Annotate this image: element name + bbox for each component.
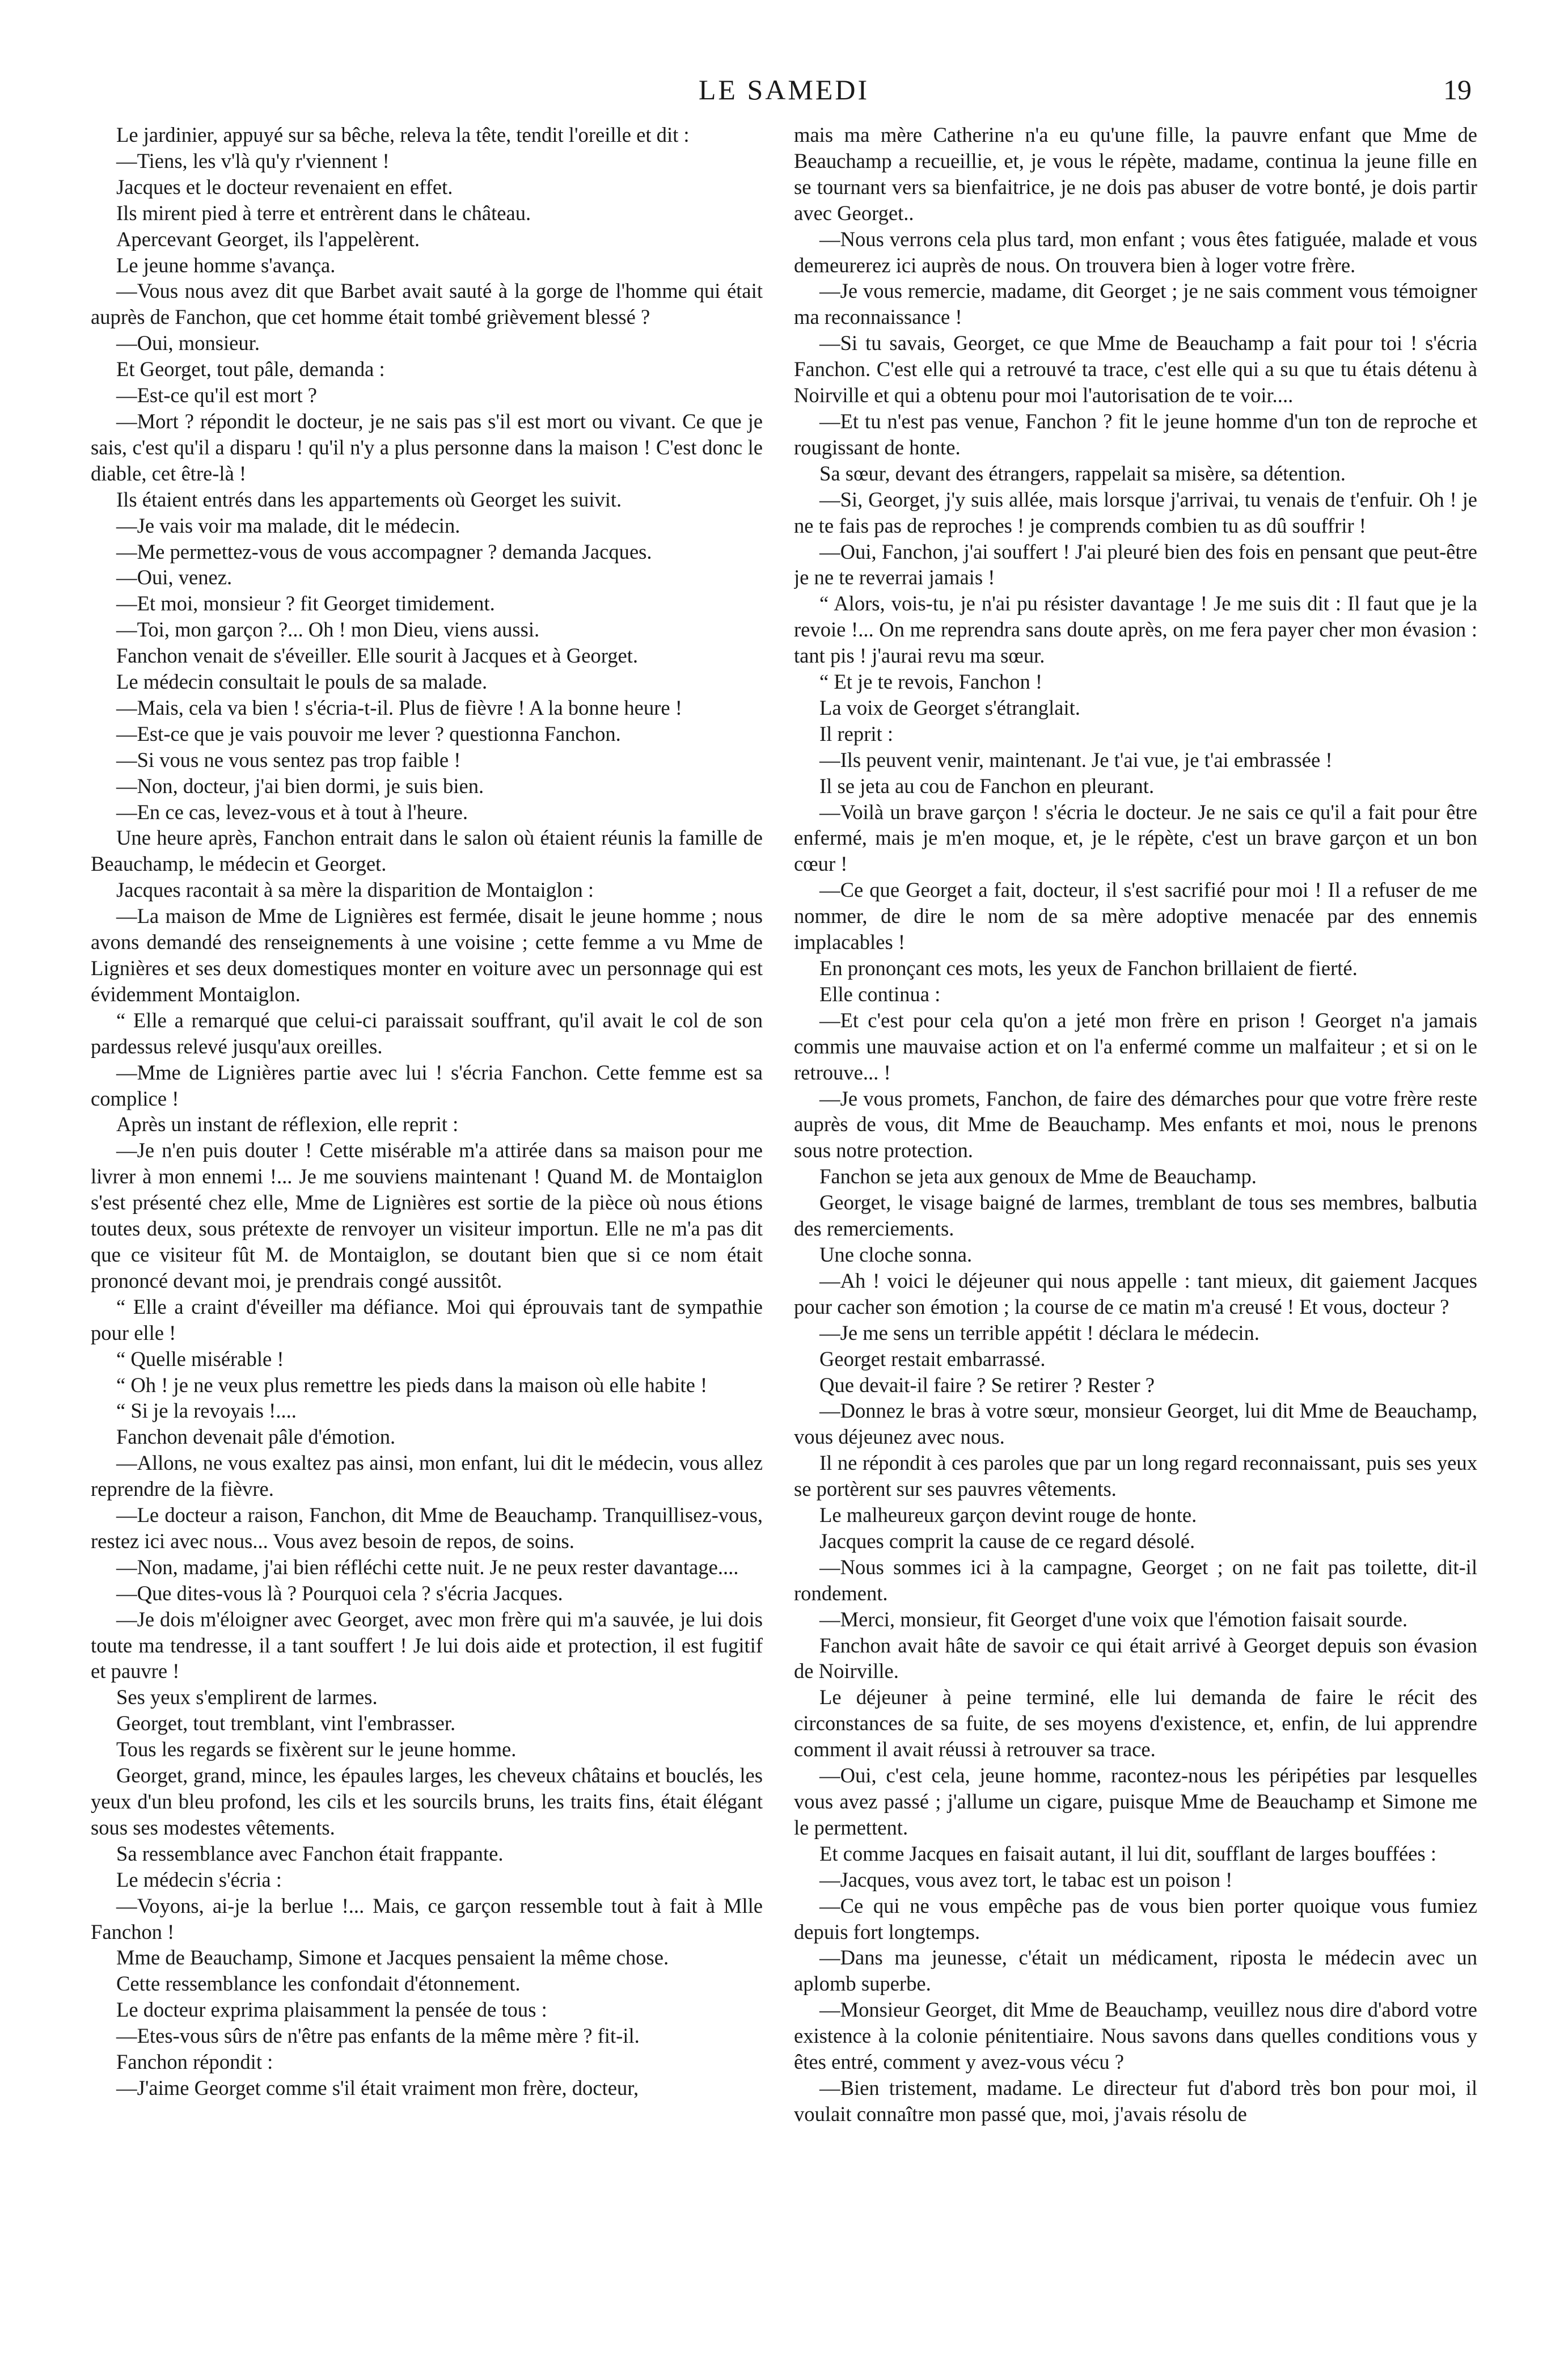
paragraph: Jacques comprit la cause de ce regard désolé. <box>819 1529 1195 1553</box>
paragraph: —Je me sens un terrible appétit ! déclara le médecin. <box>819 1321 1260 1344</box>
paragraph: —Oui, monsieur. <box>116 331 260 355</box>
paragraph: Georget, le visage baigné de larmes, tremblant de tous ses membres, balbutia des remerciements. <box>794 1191 1477 1241</box>
paragraph: Georget, tout tremblant, vint l'embrasser. <box>116 1711 456 1735</box>
paragraph: Mme de Beauchamp, Simone et Jacques pensaient la même chose. <box>116 1946 669 1970</box>
paragraph: Fanchon devenait pâle d'émotion. <box>116 1425 396 1449</box>
paragraph: —Je vous remercie, madame, dit Georget ; je ne sais comment vous témoigner ma reconnaissance ! <box>794 279 1477 329</box>
paragraph: Tous les regards se fixèrent sur le jeune homme. <box>116 1738 517 1761</box>
paragraph: —Est-ce qu'il est mort ? <box>116 383 317 407</box>
paragraph: Elle continua : <box>819 982 941 1006</box>
paragraph: —Merci, monsieur, fit Georget d'une voix que l'émotion faisait sourde. <box>819 1607 1408 1631</box>
paragraph: “ Quelle misérable ! <box>116 1347 284 1371</box>
paragraph: Jacques et le docteur revenaient en effet. <box>116 175 453 199</box>
paragraph: —Mme de Lignières partie avec lui ! s'écria Fanchon. Cette femme est sa complice ! <box>91 1060 763 1110</box>
paragraph: Il ne répondit à ces paroles que par un long regard reconnaissant, puis ses yeux se portèrent sur ses pauvres vêtements. <box>794 1451 1477 1501</box>
paragraph: —Si tu savais, Georget, ce que Mme de Beauchamp a fait pour toi ! s'écria Fanchon. C'est elle qui a retrouvé ta trace, c'est elle qui a su que tu étais détenu à Noirville et qui a obtenu pour moi l'autorisation de te voir.... <box>794 331 1477 407</box>
paragraph: Fanchon venait de s'éveiller. Elle sourit à Jacques et à Georget. <box>116 644 639 668</box>
paragraph: mais ma mère Catherine n'a eu qu'une fille, la pauvre enfant que Mme de Beauchamp a recueillie, et, je vous le répète, madame, continua la jeune fille en se tournant vers sa bienfaitrice, je ne dois pas abuser de votre bonté, je dois partir avec Georget.. <box>794 123 1477 225</box>
paragraph: —Non, madame, j'ai bien réfléchi cette nuit. Je ne peux rester davantage.... <box>116 1555 739 1579</box>
paragraph: —Me permettez-vous de vous accompagner ? demanda Jacques. <box>116 539 652 563</box>
paragraph: Cette ressemblance les confondait d'étonnement. <box>116 1972 521 1996</box>
paragraph: Une heure après, Fanchon entrait dans le salon où étaient réunis la famille de Beauchamp, le médecin et Georget. <box>91 826 763 876</box>
paragraph: —Tiens, les v'là qu'y r'viennent ! <box>116 149 390 172</box>
paragraph: Que devait-il faire ? Se retirer ? Rester ? <box>819 1373 1155 1397</box>
paragraph: —Si vous ne vous sentez pas trop faible ! <box>116 748 461 771</box>
paragraph: Le médecin consultait le pouls de sa malade. <box>116 670 488 694</box>
paragraph: —Je vais voir ma malade, dit le médecin. <box>116 513 460 537</box>
paragraph: En prononçant ces mots, les yeux de Fanchon brillaient de fierté. <box>819 956 1358 980</box>
paragraph: Le jeune homme s'avança. <box>116 253 336 277</box>
paragraph: —Oui, venez. <box>116 566 233 589</box>
paragraph: Une cloche sonna. <box>819 1242 973 1266</box>
paragraph: “ Elle a craint d'éveiller ma défiance. Moi qui éprouvais tant de sympathie pour elle ! <box>91 1295 763 1344</box>
paragraph: —Le docteur a raison, Fanchon, dit Mme de Beauchamp. Tranquillisez-vous, restez ici avec nous... Vous avez besoin de repos, de soins. <box>91 1503 763 1553</box>
paragraph: —Mort ? répondit le docteur, je ne sais pas s'il est mort ou vivant. Ce que je sais, c'est qu'il a disparu ! qu'il n'y a plus personne dans la maison ! C'est donc le diable, cet être-là ! <box>91 409 763 485</box>
paragraph: Le déjeuner à peine terminé, elle lui demanda de faire le récit des circonstances de sa fuite, de ses moyens d'existence, et, enfin, de lui apprendre comment il avait réussi à retrouver sa trace. <box>794 1685 1477 1761</box>
paragraph: —Nous verrons cela plus tard, mon enfant ; vous êtes fatiguée, malade et vous demeurerez ici auprès de nous. On trouvera bien à loger votre frère. <box>794 227 1477 277</box>
paragraph: Ils mirent pied à terre et entrèrent dans le château. <box>116 201 531 225</box>
paragraph: Fanchon répondit : <box>116 2050 273 2074</box>
paragraph: Fanchon avait hâte de savoir ce qui était arrivé à Georget depuis son évasion de Noirville. <box>794 1633 1477 1683</box>
paragraph: Il reprit : <box>819 722 894 745</box>
paragraph: Le malheureux garçon devint rouge de honte. <box>819 1503 1197 1527</box>
paragraph: —La maison de Mme de Lignières est fermée, disait le jeune homme ; nous avons demandé des renseignements à une voisine ; cette femme a vu Mme de Lignières et ses deux domestiques monter en voiture avec un personnage qui est évidemment Montaiglon. <box>91 904 763 1006</box>
paragraph: —Donnez le bras à votre sœur, monsieur Georget, lui dit Mme de Beauchamp, vous déjeunez avec nous. <box>794 1399 1477 1449</box>
right-column <box>794 122 1477 2317</box>
paragraph: Apercevant Georget, ils l'appelèrent. <box>116 227 420 251</box>
paragraph: —Mais, cela va bien ! s'écria-t-il. Plus de fièvre ! A la bonne heure ! <box>116 695 682 719</box>
paragraph: “ Et je te revois, Fanchon ! <box>819 670 1043 694</box>
paragraph: La voix de Georget s'étranglait. <box>819 695 1080 719</box>
paragraph: —Vous nous avez dit que Barbet avait sauté à la gorge de l'homme qui était auprès de Fanchon, que cet homme était tombé grièvement blessé ? <box>91 279 763 329</box>
magazine-title: LE SAMEDI <box>698 74 870 106</box>
page-number: 19 <box>1443 74 1472 106</box>
paragraph: Sa ressemblance avec Fanchon était frappante. <box>116 1841 504 1865</box>
paragraph: —Toi, mon garçon ?... Oh ! mon Dieu, viens aussi. <box>116 618 540 642</box>
paragraph: —Je n'en puis douter ! Cette misérable m'a attirée dans sa maison pour me livrer à mon ennemi !... Je me souviens maintenant ! Quand M. de Montaiglon s'est présenté chez elle, Mme de Lignières est sortie de la pièce où nous étions toutes deux, sous prétexte de renvoyer un visiteur importun. Elle ne m'a pas dit que ce visiteur fût M. de Montaiglon, se doutant bien que si ce nom était prononcé devant moi, je prendrais congé aussitôt. <box>91 1139 763 1292</box>
paragraph: —Ce que Georget a fait, docteur, il s'est sacrifié pour moi ! Il a refuser de me nommer, de dire le nom de sa mère adoptive menacée par des ennemis implacables ! <box>794 878 1477 954</box>
paragraph: —Monsieur Georget, dit Mme de Beauchamp, veuillez nous dire d'abord votre existence à la colonie pénitentiaire. Nous savons dans quelles conditions vous y êtes entré, comment y avez-vous vécu ? <box>794 1998 1477 2074</box>
paragraph: —Non, docteur, j'ai bien dormi, je suis bien. <box>116 774 484 798</box>
paragraph: —Est-ce que je vais pouvoir me lever ? questionna Fanchon. <box>116 722 621 745</box>
paragraph: —Et moi, monsieur ? fit Georget timidement. <box>116 592 495 615</box>
paragraph: —J'aime Georget comme s'il était vraiment mon frère, docteur, <box>116 2076 639 2099</box>
paragraph: —En ce cas, levez-vous et à tout à l'heure. <box>116 800 468 824</box>
paragraph: —Ce qui ne vous empêche pas de vous bien porter quoique vous fumiez depuis fort longtemps. <box>794 1894 1477 1943</box>
paragraph: Georget, grand, mince, les épaules larges, les cheveux châtains et bouclés, les yeux d'un bleu profond, les cils et les sourcils bruns, les traits fins, était élégant sous ses modestes vêtements. <box>91 1764 763 1839</box>
paragraph: Le médecin s'écria : <box>116 1867 282 1891</box>
paragraph: “ Elle a remarqué que celui-ci paraissait souffrant, qu'il avait le col de son pardessus relevé jusqu'aux oreilles. <box>91 1008 763 1058</box>
paragraph: —Si, Georget, j'y suis allée, mais lorsque j'arrivai, tu venais de t'enfuir. Oh ! je ne te fais pas de reproches ! je comprends combien tu as dû souffrir ! <box>794 487 1477 537</box>
paragraph: —Je dois m'éloigner avec Georget, avec mon frère qui m'a sauvée, je lui dois toute ma tendresse, il a tant souffert ! Je lui dois aide et protection, il est fugitif et pauvre ! <box>91 1607 763 1683</box>
paragraph: Et comme Jacques en faisait autant, il lui dit, soufflant de larges bouffées : <box>819 1841 1436 1865</box>
paragraph: —Allons, ne vous exaltez pas ainsi, mon enfant, lui dit le médecin, vous allez reprendre de la fièvre. <box>91 1451 763 1501</box>
paragraph: Jacques racontait à sa mère la disparition de Montaiglon : <box>116 878 594 902</box>
paragraph: —Oui, Fanchon, j'ai souffert ! J'ai pleuré bien des fois en pensant que peut-être je ne te reverrai jamais ! <box>794 539 1477 589</box>
paragraph: Georget restait embarrassé. <box>819 1347 1046 1371</box>
paragraph: “ Alors, vois-tu, je n'ai pu résister davantage ! Je me suis dit : Il faut que je la revoie !... On me reprendra sans doute après, on me fera payer cher mon évasion : tant pis ! j'aurai revu ma sœur. <box>794 592 1477 668</box>
paragraph: “ Oh ! je ne veux plus remettre les pieds dans la maison où elle habite ! <box>116 1373 708 1397</box>
paragraph: —Dans ma jeunesse, c'était un médicament, riposta le médecin avec un aplomb superbe. <box>794 1946 1477 1996</box>
paragraph: —Ah ! voici le déjeuner qui nous appelle : tant mieux, dit gaiement Jacques pour cacher son émotion ; la course de ce matin m'a creusé ! Et vous, docteur ? <box>794 1268 1477 1318</box>
paragraph: “ Si je la revoyais !.... <box>116 1399 297 1423</box>
paragraph: —Etes-vous sûrs de n'être pas enfants de la même mère ? fit-il. <box>116 2024 640 2048</box>
paragraph: Il se jeta au cou de Fanchon en pleurant. <box>819 774 1155 798</box>
paragraph: Sa sœur, devant des étrangers, rappelait sa misère, sa détention. <box>819 461 1346 485</box>
paragraph: Fanchon se jeta aux genoux de Mme de Beauchamp. <box>819 1165 1257 1188</box>
paragraph: —Et tu n'est pas venue, Fanchon ? fit le jeune homme d'un ton de reproche et rougissant de honte. <box>794 409 1477 459</box>
paragraph: Le jardinier, appuyé sur sa bêche, releva la tête, tendit l'oreille et dit : <box>116 123 690 146</box>
paragraph: Et Georget, tout pâle, demanda : <box>116 357 385 381</box>
paragraph: —Voyons, ai-je la berlue !... Mais, ce garçon ressemble tout à fait à Mlle Fanchon ! <box>91 1894 763 1943</box>
running-head <box>0 67 1568 112</box>
paragraph: —Et c'est pour cela qu'on a jeté mon frère en prison ! Georget n'a jamais commis une mauvaise action et on l'a enfermé comme un malfaiteur ; et si on le retrouve... ! <box>794 1008 1477 1084</box>
paragraph: Ses yeux s'emplirent de larmes. <box>116 1685 378 1709</box>
paragraph: —Bien tristement, madame. Le directeur fut d'abord très bon pour moi, il voulait connaître mon passé que, moi, j'avais résolu de <box>794 2076 1477 2126</box>
paragraph: Ils étaient entrés dans les appartements où Georget les suivit. <box>116 487 622 511</box>
paragraph: —Nous sommes ici à la campagne, Georget ; on ne fait pas toilette, dit-il rondement. <box>794 1555 1477 1605</box>
left-column <box>91 122 763 2317</box>
paragraph: —Oui, c'est cela, jeune homme, racontez-nous les péripéties par lesquelles vous avez passé ; j'allume un cigare, puisque Mme de Beauchamp et Simone me le permettent. <box>794 1764 1477 1839</box>
paragraph: Après un instant de réflexion, elle reprit : <box>116 1112 459 1136</box>
paragraph: —Je vous promets, Fanchon, de faire des démarches pour que votre frère reste auprès de vous, dit Mme de Beauchamp. Mes enfants et moi, nous le prenons sous notre protection. <box>794 1086 1477 1162</box>
paragraph: —Que dites-vous là ? Pourquoi cela ? s'écria Jacques. <box>116 1581 563 1605</box>
paragraph: Le docteur exprima plaisamment la pensée de tous : <box>116 1998 547 2022</box>
paragraph: —Voilà un brave garçon ! s'écria le docteur. Je ne sais ce qu'il a fait pour être enfermé, mais je m'en moque, et, je le répète, c'est un brave garçon et un bon cœur ! <box>794 800 1477 876</box>
paragraph: —Jacques, vous avez tort, le tabac est un poison ! <box>819 1867 1233 1891</box>
paragraph: —Ils peuvent venir, maintenant. Je t'ai vue, je t'ai embrassée ! <box>819 748 1333 771</box>
